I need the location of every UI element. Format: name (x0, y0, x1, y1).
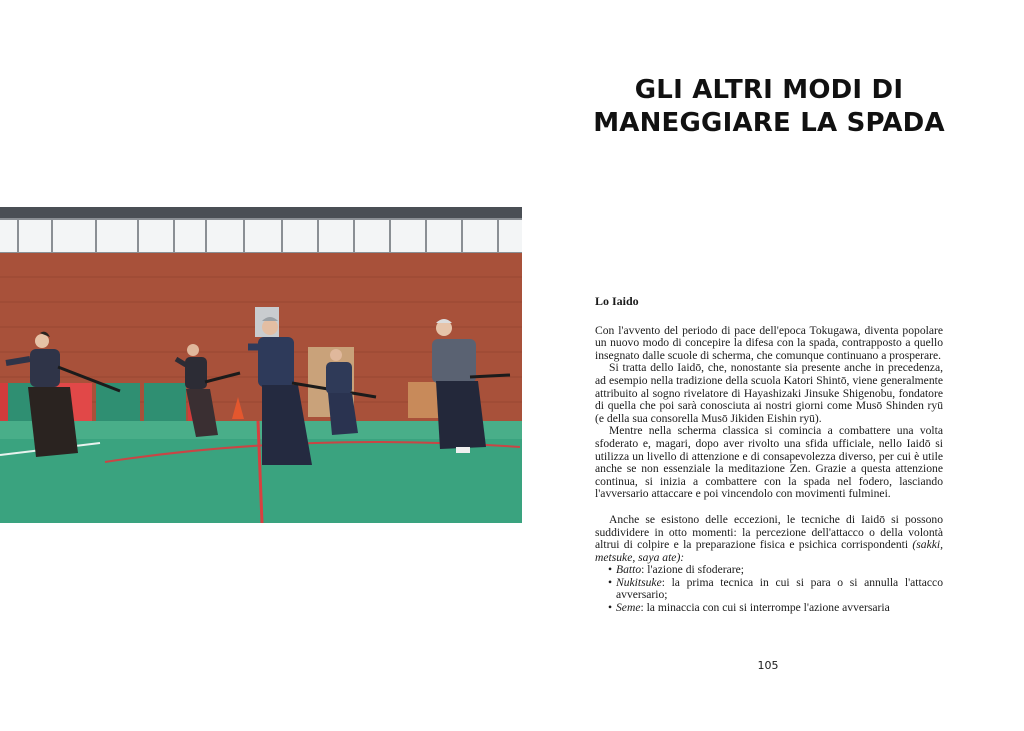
bullet-icon: • (608, 575, 613, 589)
page-number: 105 (757, 659, 779, 672)
list-item-text: : l'azione di sfoderare; (641, 563, 744, 577)
paragraph-4 (595, 514, 943, 564)
list-item (595, 602, 943, 615)
paragraph-1: Con l'avvento del periodo di pace dell'epoca Tokugawa, diventa popolare un nuovo modo di concepire la difesa con la spada, contrapposto a quello insegnato dalle scuole di scherma, che comunque continuano a prosperare. (595, 323, 943, 362)
article-body (595, 295, 943, 615)
list-item (595, 577, 943, 602)
wall-mat (144, 383, 186, 423)
list-item-term: Nukitsuke (616, 575, 662, 589)
paragraph-4-terms: (sakki, metsuke, saya ate): (595, 538, 944, 564)
chapter-title (584, 74, 954, 140)
list-item-term: Seme (616, 601, 641, 615)
chapter-title-line-1: GLI ALTRI MODI DI (634, 75, 904, 105)
dojo-photo (0, 207, 522, 523)
dojo-photo-illustration (0, 207, 522, 523)
paragraph-4-text: Anche se esistono delle eccezioni, le tecniche di Iaidō si possono suddividere in otto momenti: la percezione dell'attacco o della volontà altrui di colpire e la preparazione fisica e psichica corrispondenti (595, 512, 943, 552)
chapter-title-line-2: MANEGGIARE LA SPADA (593, 108, 945, 138)
ceiling-beam (0, 207, 522, 219)
list-item-text: : la prima tecnica in cui si para o si annulla l'attacco avversario; (616, 575, 943, 602)
paragraph-3: Mentre nella scherma classica si comincia a combattere una volta sfoderato e, magari, dopo aver rivolto una sfida ufficiale, nello Iaidō si utilizza un livello di attenzione e di consapevolezza diverso, per cui è utile anche se non essenziale la meditazione Zen. Grazie a questa attenzione continua, si inizia a combattere con la spada nel fodero, lasciando l'avversario attaccare e poi vincendolo con movimenti fulminei. (595, 424, 943, 501)
section-heading: Lo Iaido (595, 294, 639, 308)
bullet-icon: • (608, 601, 613, 615)
bullet-icon: • (608, 563, 613, 577)
paragraph-2: Si tratta dello Iaidō, che, nonostante sia presente anche in precedenza, ad esempio nella tradizione della scuola Katori Shintō, viene generalmente attribuito al sogno rivelatore di Hayashizaki Jinsuke Shigenobu, fondatore di quella che poi sarà conosciuta ai nostri giorni come Musō Shinden ryū (e della sua consorella Musō Jikiden Eishin ryū). (595, 361, 943, 425)
window-band (0, 219, 522, 253)
wooden-box (408, 382, 440, 418)
list-item-term: Batto (616, 563, 642, 577)
wall-mat-red (0, 383, 8, 423)
list-item-text: : la minaccia con cui si interrompe l'azione avversaria (640, 601, 890, 615)
technique-list (595, 564, 943, 614)
